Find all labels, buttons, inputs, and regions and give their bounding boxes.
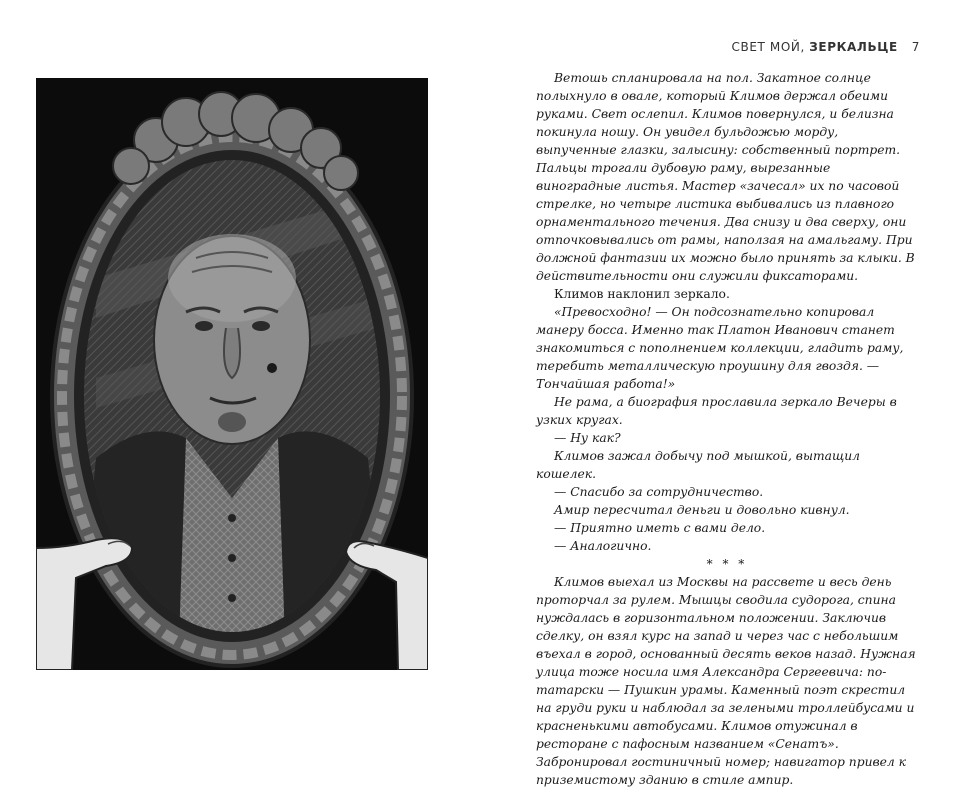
bald-head: [154, 234, 310, 444]
illustration-canvas: [36, 78, 428, 670]
paragraph: Климов зажал добычу под мышкой, вытащил кошелек.: [536, 449, 861, 481]
running-head-prefix: СВЕТ МОЙ,: [731, 40, 805, 54]
dialogue-line: — Аналогично.: [554, 539, 652, 553]
paragraph: Климов выехал из Москвы на рассвете и весь день проторчал за рулем. Мышцы сводила судорога, спина нуждалась в горизонтальном положении. Заключив сделку, он взял курс на запад и через час с небольшим въехал в город, основанный десять веков назад. Нужная улица тоже носила имя Александра Сергеевича: по-татарски — Пушкин урамы. Каменный поэт скрестил на груди руки и наблюдал за зелеными троллейбусами и красненькими автобусами. Климов отужинал в ресторане с пафосным названием «Сенатъ». Забронировал гостиничный номер; навигатор привел к приземистому зданию в стиле ампир.: [536, 575, 916, 787]
mirror-portrait-illustration: [36, 78, 428, 670]
running-head-title: ЗЕРКАЛЬЦЕ: [809, 40, 898, 54]
section-separator: * * *: [706, 557, 748, 571]
paragraph: Не рама, а биография прославила зеркало Вечеры в узких кругах.: [536, 395, 897, 427]
paragraph: Амир пересчитал деньги и довольно кивнул.: [554, 503, 850, 517]
paragraph: Климов наклонил зеркало.: [554, 287, 730, 301]
paragraph: Ветошь спланировала на пол. Закатное солнце полыхнуло в овале, который Климов держал обеими руками. Свет ослепил. Климов повернулся, и белизна покинула ношу. Он увидел бульдожью морду, выпученные глазки, залысину: собственный портрет. Пальцы трогали дубовую раму, вырезанные виноградные листья. Мастер «зачесал» их по часовой стрелке, но четыре листика выбивались из плавного орнаментального течения. Два снизу и два сверху, они отпочковывались от рамы, наползая на амальгаму. При должной фантазии их можно было принять за клыки. В действительности они служили фиксаторами.: [536, 71, 915, 283]
page-number: 7: [911, 40, 920, 54]
dialogue-line: — Приятно иметь с вами дело.: [554, 521, 766, 535]
dialogue-line: — Спасибо за сотрудничество.: [554, 485, 764, 499]
dialogue-line: — Ну как?: [554, 431, 621, 445]
paragraph: «Превосходно! — Он подсознательно копировал манеру босса. Именно так Платон Иванович станет знакомиться с пополнением коллекции, гладить раму, теребить металлическую проушину для гвоздя. — Тончайшая работа!»: [536, 305, 904, 391]
running-head: [720, 40, 920, 54]
body-text: [536, 69, 918, 789]
